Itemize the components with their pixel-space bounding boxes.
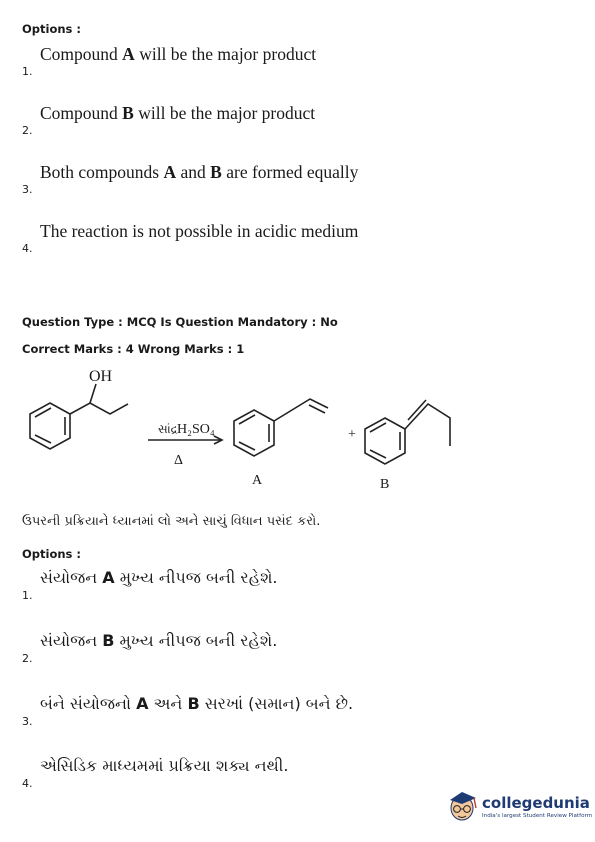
product-b-side-chain bbox=[405, 404, 450, 446]
mascot-icon bbox=[446, 786, 480, 826]
option-text bbox=[40, 221, 358, 242]
option-text-segment: મુખ્ય નીપજ બની રહેશે. bbox=[114, 631, 278, 650]
option-4-gujarati[interactable] bbox=[22, 756, 582, 790]
reagent-formula: H₂SO₄ bbox=[177, 422, 215, 437]
option-text-segment: and bbox=[176, 162, 211, 182]
option-text bbox=[40, 631, 277, 651]
option-text-segment: સંયોજન bbox=[40, 568, 103, 587]
option-text-segment: અને bbox=[148, 694, 188, 713]
product-b-benzene-ring bbox=[365, 418, 405, 464]
option-2-gujarati[interactable] bbox=[22, 631, 582, 665]
option-text bbox=[40, 103, 315, 124]
plus-sign: + bbox=[348, 427, 356, 442]
option-1-english[interactable] bbox=[22, 44, 582, 78]
options-heading-gujarati: Options : bbox=[22, 547, 81, 561]
option-text-segment: The reaction is not possible in acidic medium bbox=[40, 221, 359, 241]
option-number: 3. bbox=[22, 183, 33, 196]
option-text-segment: બંને સંયોજનો bbox=[40, 694, 137, 713]
reagent-prefix: સાંદ્ર bbox=[158, 422, 178, 436]
compound-label: A bbox=[163, 162, 177, 182]
option-text-segment: Compound bbox=[40, 44, 123, 64]
option-text-segment: Compound bbox=[40, 103, 123, 123]
compound-label: B bbox=[187, 694, 200, 713]
compound-label: B bbox=[102, 631, 115, 650]
option-text bbox=[40, 44, 316, 65]
compound-label: A bbox=[136, 694, 149, 713]
option-text-segment: will be the major product bbox=[134, 44, 317, 64]
option-number: 4. bbox=[22, 242, 33, 255]
option-text-segment: will be the major product bbox=[133, 103, 316, 123]
option-number: 1. bbox=[22, 589, 33, 602]
option-text bbox=[40, 756, 288, 776]
option-number: 2. bbox=[22, 124, 33, 137]
option-text bbox=[40, 162, 358, 183]
product-a-label: A bbox=[252, 473, 263, 488]
option-text-segment: મુખ્ય નીપજ બની રહેશે. bbox=[114, 568, 278, 587]
option-4-english[interactable] bbox=[22, 221, 582, 255]
compound-label: A bbox=[102, 568, 115, 587]
option-1-gujarati[interactable] bbox=[22, 568, 582, 602]
options-heading-english: Options : bbox=[22, 22, 81, 36]
option-text bbox=[40, 694, 353, 714]
logo-brand-text: collegedunia bbox=[482, 794, 590, 812]
reactant-benzene-ring bbox=[30, 403, 70, 449]
marks-line: Correct Marks : 4 Wrong Marks : 1 bbox=[22, 342, 245, 356]
option-text-segment: Both compounds bbox=[40, 162, 164, 182]
condition-label: Δ bbox=[174, 453, 184, 468]
option-text-segment: સરખાં (સમાન) બને છે. bbox=[199, 694, 354, 713]
compound-label: B bbox=[210, 162, 222, 182]
option-number: 4. bbox=[22, 777, 33, 790]
option-text bbox=[40, 568, 278, 588]
option-number: 3. bbox=[22, 715, 33, 728]
option-3-gujarati[interactable] bbox=[22, 694, 582, 728]
question-prompt-gujarati: ઉપરની પ્રક્રિયાને ધ્યાનમાં લો અને સાચું વિધાન પસંદ કરો. bbox=[22, 514, 321, 529]
collegedunia-logo[interactable] bbox=[446, 786, 593, 828]
option-text-segment: સંયોજન bbox=[40, 631, 103, 650]
option-text-segment: એસિડિક માધ્યમમાં પ્રક્રિયા શક્ય નથી. bbox=[40, 756, 289, 775]
question-type-line: Question Type : MCQ Is Question Mandatory : No bbox=[22, 315, 338, 329]
option-number: 1. bbox=[22, 65, 33, 78]
reactant-side-chain bbox=[70, 403, 128, 414]
option-number: 2. bbox=[22, 652, 33, 665]
product-b-label: B bbox=[380, 477, 390, 492]
reaction-scheme bbox=[0, 360, 595, 500]
compound-label: B bbox=[122, 103, 134, 123]
option-text-segment: are formed equally bbox=[221, 162, 359, 182]
product-a-benzene-ring bbox=[234, 410, 274, 456]
oh-label: OH bbox=[89, 368, 113, 385]
compound-label: A bbox=[122, 44, 135, 64]
oh-bond bbox=[90, 384, 96, 403]
option-3-english[interactable] bbox=[22, 162, 582, 196]
reaction-arrow bbox=[148, 436, 222, 444]
logo-tagline: India's largest Student Review Platform bbox=[482, 813, 593, 819]
option-2-english[interactable] bbox=[22, 103, 582, 137]
